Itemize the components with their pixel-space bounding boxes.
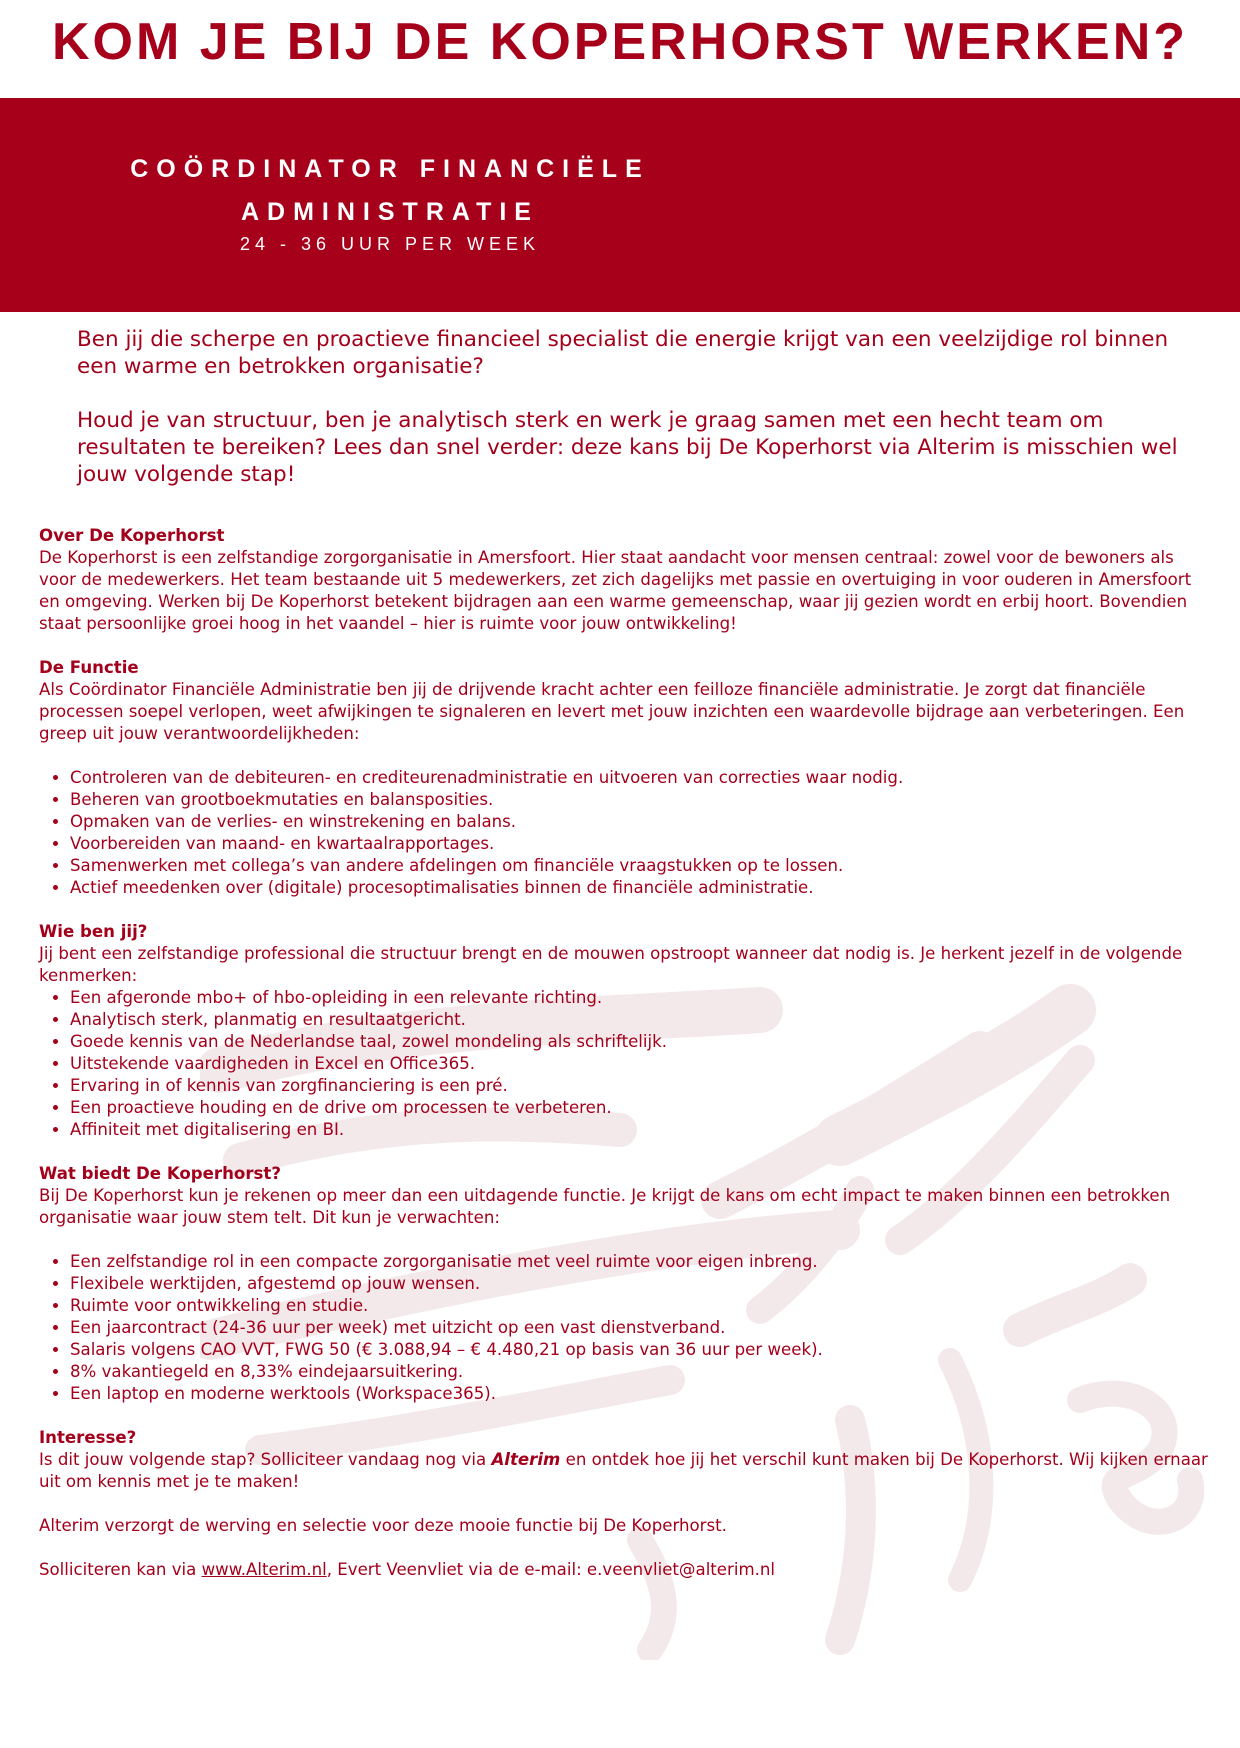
- interest-heading: Interesse?: [39, 1428, 137, 1447]
- job-banner: [0, 98, 1240, 312]
- list-item: • Een jaarcontract (24-36 uur per week) met uitzicht op een vast dienstverband.: [70, 1317, 1209, 1339]
- list-item: • Analytisch sterk, planmatig en resultaatgericht.: [70, 1009, 1209, 1031]
- list-item: • Samenwerken met collega’s van andere afdelingen om financiële vraagstukken op te lossen.: [70, 855, 1209, 877]
- alterim-website-link[interactable]: www.Alterim.nl: [201, 1560, 327, 1579]
- intro: [77, 326, 1207, 515]
- page-title: KOM JE BIJ DE KOPERHORST WERKEN?: [51, 13, 1189, 71]
- intro-invitation: Houd je van structuur, ben je analytisch sterk en werk je graag samen met een hecht team om resultaten te bereiken? Lees dan snel verder: deze kans bij De Koperhorst via Alterim is misschien wel jouw volgende stap!: [77, 408, 1178, 487]
- alterim-brand: Alterim: [491, 1450, 561, 1469]
- recruitment-note: Alterim verzorgt de werving en selectie voor deze mooie functie bij De Koperhorst.: [39, 1516, 727, 1535]
- list-item: • Een zelfstandige rol in een compacte zorgorganisatie met veel ruimte voor eigen inbreng.: [70, 1251, 1209, 1273]
- offer-text: Bij De Koperhorst kun je rekenen op meer dan een uitdagende functie. Je krijgt de kans om echt impact te maken binnen een betrokken organisatie waar jouw stem telt. Dit kun je verwachten:: [39, 1186, 1171, 1227]
- job-title: COÖRDINATOR FINANCIËLE ADMINISTRATIE: [130, 155, 650, 226]
- intro-question: Ben jij die scherpe en proactieve financieel specialist die energie krijgt van een veelzijdige rol binnen een warme en betrokken organisatie?: [77, 327, 1169, 379]
- apply-line: Solliciteren kan via www.Alterim.nl, Evert Veenvliet via de e-mail: e.veenvliet@alterim.nl: [39, 1560, 776, 1579]
- benefits-list: [39, 1251, 1209, 1405]
- profile-heading: Wie ben jij?: [39, 922, 148, 941]
- list-item: • Affiniteit met digitalisering en BI.: [70, 1119, 1209, 1141]
- list-item: • Controleren van de debiteuren- en crediteurenadministratie en uitvoeren van correcties waar nodig.: [70, 767, 1209, 789]
- list-item: • Goede kennis van de Nederlandse taal, zowel mondeling als schriftelijk.: [70, 1031, 1209, 1053]
- list-item: • Een afgeronde mbo+ of hbo-opleiding in een relevante richting.: [70, 987, 1209, 1009]
- role-text: Als Coördinator Financiële Administratie ben jij de drijvende kracht achter een feilloze financiële administratie. Je zorgt dat financiële processen soepel verlopen, weet afwijkingen te signaleren en levert met jouw inzichten een waardevolle bijdrage aan verbeteringen. Een greep uit jouw verantwoordelijkheden:: [39, 680, 1185, 743]
- job-hours: 24 - 36 UUR PER WEEK: [239, 234, 541, 254]
- list-item: • Uitstekende vaardigheden in Excel en Office365.: [70, 1053, 1209, 1075]
- role-section: [39, 657, 1209, 899]
- about-section: [39, 525, 1209, 635]
- list-item: • Ervaring in of kennis van zorgfinanciering is een pré.: [70, 1075, 1209, 1097]
- list-item: • Opmaken van de verlies- en winstrekening en balans.: [70, 811, 1209, 833]
- interest-section: [39, 1427, 1209, 1581]
- list-item: • Salaris volgens CAO VVT, FWG 50 (€ 3.088,94 – € 4.480,21 op basis van 36 uur per week).: [70, 1339, 1209, 1361]
- list-item: • 8% vakantiegeld en 8,33% eindejaarsuitkering.: [70, 1361, 1209, 1383]
- offer-heading: Wat biedt De Koperhorst?: [39, 1164, 281, 1183]
- requirements-list: [39, 987, 1209, 1141]
- list-item: • Een laptop en moderne werktools (Workspace365).: [70, 1383, 1209, 1405]
- profile-text: Jij bent een zelfstandige professional die structuur brengt en de mouwen opstroopt wanneer dat nodig is. Je herkent jezelf in de volgende kenmerken:: [39, 944, 1183, 985]
- about-heading: Over De Koperhorst: [39, 526, 225, 545]
- responsibilities-list: [39, 767, 1209, 899]
- list-item: • Ruimte voor ontwikkeling en studie.: [70, 1295, 1209, 1317]
- list-item: • Flexibele werktijden, afgestemd op jouw wensen.: [70, 1273, 1209, 1295]
- interest-text: Is dit jouw volgende stap? Solliciteer vandaag nog via Alterim en ontdek hoe jij het verschil kunt maken bij De Koperhorst. Wij kijken ernaar uit om kennis met je te maken!: [39, 1450, 1208, 1491]
- profile-section: [39, 921, 1209, 1141]
- list-item: • Een proactieve houding en de drive om processen te verbeteren.: [70, 1097, 1209, 1119]
- list-item: • Beheren van grootboekmutaties en balansposities.: [70, 789, 1209, 811]
- vacancy-content: [39, 525, 1209, 1581]
- list-item: • Voorbereiden van maand- en kwartaalrapportages.: [70, 833, 1209, 855]
- about-text: De Koperhorst is een zelfstandige zorgorganisatie in Amersfoort. Hier staat aandacht voor mensen centraal: zowel voor de bewoners als voor de medewerkers. Het team bestaande uit 5 medewerkers, zet zich dagelijks met passie en overtuiging in voor ouderen in Amersfoort en omgeving. Werken bij De Koperhorst betekent bijdragen aan een warme gemeenschap, waar jij gezien wordt en erbij hoort. Bovendien staat persoonlijke groei hoog in het vaandel – hier is ruimte voor jouw ontwikkeling!: [39, 548, 1192, 633]
- list-item: • Actief meedenken over (digitale) procesoptimalisaties binnen de financiële administratie.: [70, 877, 1209, 899]
- offer-section: [39, 1163, 1209, 1405]
- role-heading: De Functie: [39, 658, 139, 677]
